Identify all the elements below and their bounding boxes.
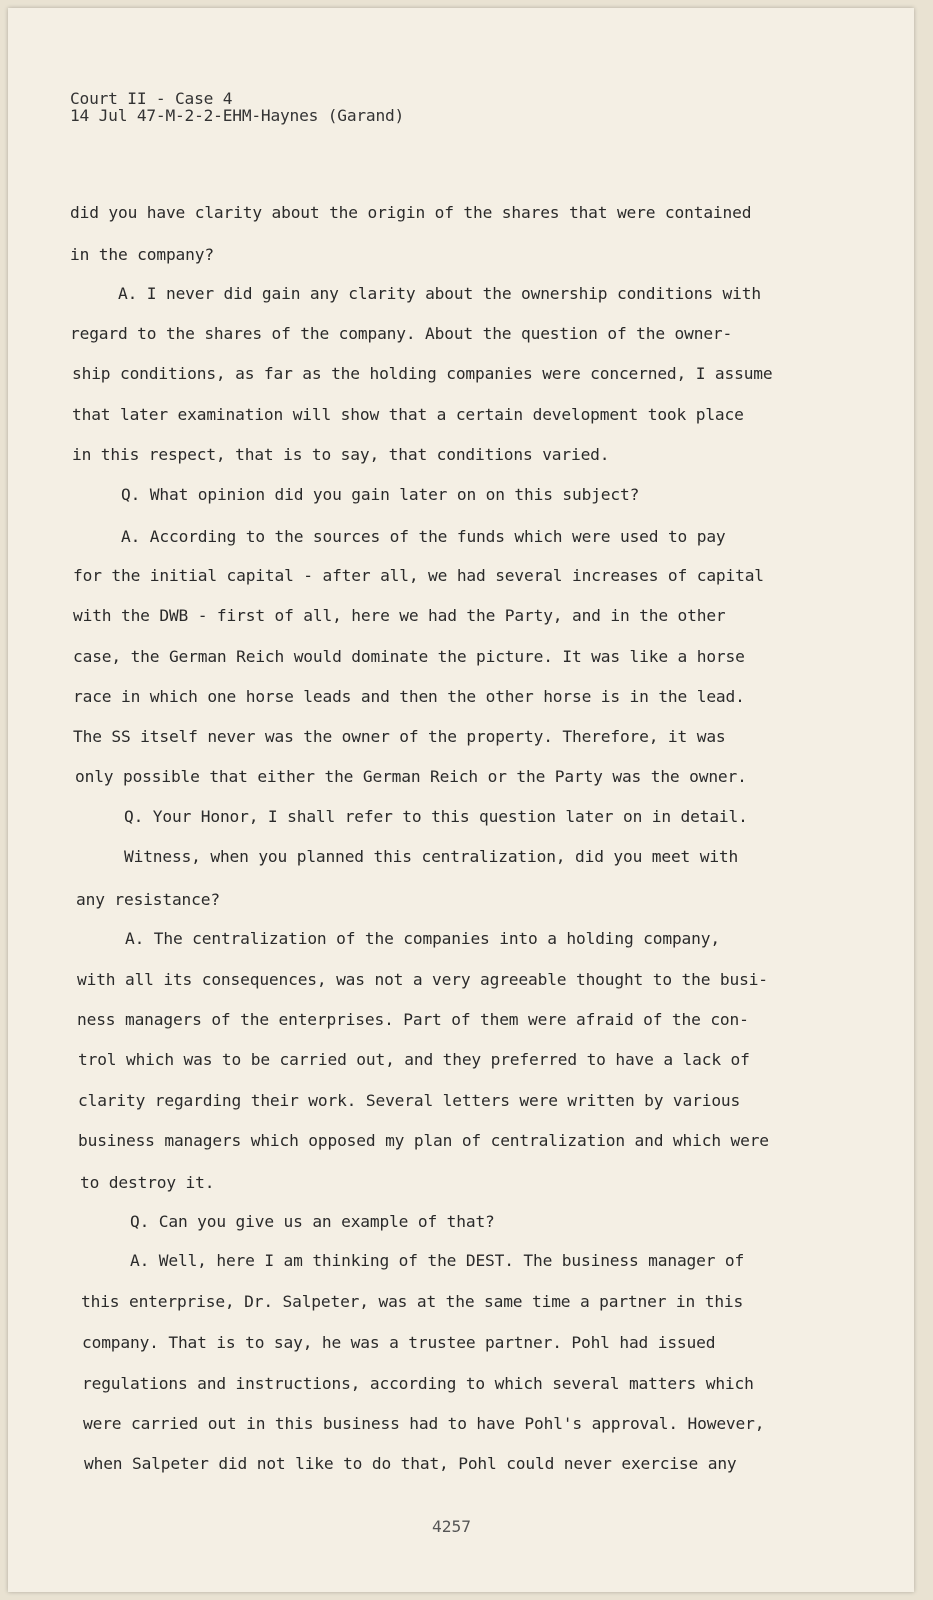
page-number: 4257 [432, 1517, 471, 1536]
text-line: that later examination will show that a certain development took place [72, 405, 744, 424]
text-line: any resistance? [76, 890, 220, 909]
text-line: trol which was to be carried out, and they preferred to have a lack of [78, 1050, 750, 1069]
text-line: in this respect, that is to say, that conditions varied. [72, 445, 610, 464]
text-line: business managers which opposed my plan of centralization and which were [78, 1131, 769, 1150]
text-line: regard to the shares of the company. About the question of the owner- [70, 324, 733, 343]
text-line: case, the German Reich would dominate the picture. It was like a horse [73, 647, 745, 666]
text-line: when Salpeter did not like to do that, Pohl could never exercise any [84, 1454, 737, 1473]
text-line: in the company? [70, 245, 214, 264]
text-line: A. Well, here I am thinking of the DEST. The business manager of [130, 1251, 745, 1270]
text-line: Q. Can you give us an example of that? [130, 1212, 495, 1231]
text-line: ness managers of the enterprises. Part of them were afraid of the con- [77, 1010, 749, 1029]
text-line: Q. What opinion did you gain later on on this subject? [121, 485, 640, 504]
text-line: only possible that either the German Reich or the Party was the owner. [75, 767, 747, 786]
text-line: clarity regarding their work. Several letters were written by various [78, 1091, 741, 1110]
header-session: 14 Jul 47-M-2-2-EHM-Haynes (Garand) [70, 106, 405, 125]
text-line: ship conditions, as far as the holding companies were concerned, I assume [72, 364, 773, 383]
text-line: to destroy it. [80, 1173, 215, 1192]
text-line: were carried out in this business had to have Pohl's approval. However, [83, 1414, 765, 1433]
text-line: with all its consequences, was not a very agreeable thought to the busi- [77, 970, 768, 989]
text-line: The SS itself never was the owner of the property. Therefore, it was [73, 727, 726, 746]
text-line: Witness, when you planned this centralization, did you meet with [124, 847, 739, 866]
text-line: A. The centralization of the companies into a holding company, [125, 929, 720, 948]
header-court: Court II - Case 4 [70, 89, 233, 108]
text-line: A. According to the sources of the funds which were used to pay [121, 527, 726, 546]
text-line: did you have clarity about the origin of the shares that were contained [70, 203, 752, 222]
text-line: for the initial capital - after all, we had several increases of capital [73, 566, 764, 585]
text-line: A. I never did gain any clarity about the ownership conditions with [118, 284, 761, 303]
text-line: regulations and instructions, according to which several matters which [82, 1374, 754, 1393]
text-line: with the DWB - first of all, here we had the Party, and in the other [73, 606, 726, 625]
text-line: Q. Your Honor, I shall refer to this question later on in detail. [124, 807, 748, 826]
text-line: race in which one horse leads and then the other horse is in the lead. [73, 687, 745, 706]
text-line: this enterprise, Dr. Salpeter, was at the same time a partner in this [81, 1292, 744, 1311]
text-line: company. That is to say, he was a trustee partner. Pohl had issued [82, 1333, 716, 1352]
